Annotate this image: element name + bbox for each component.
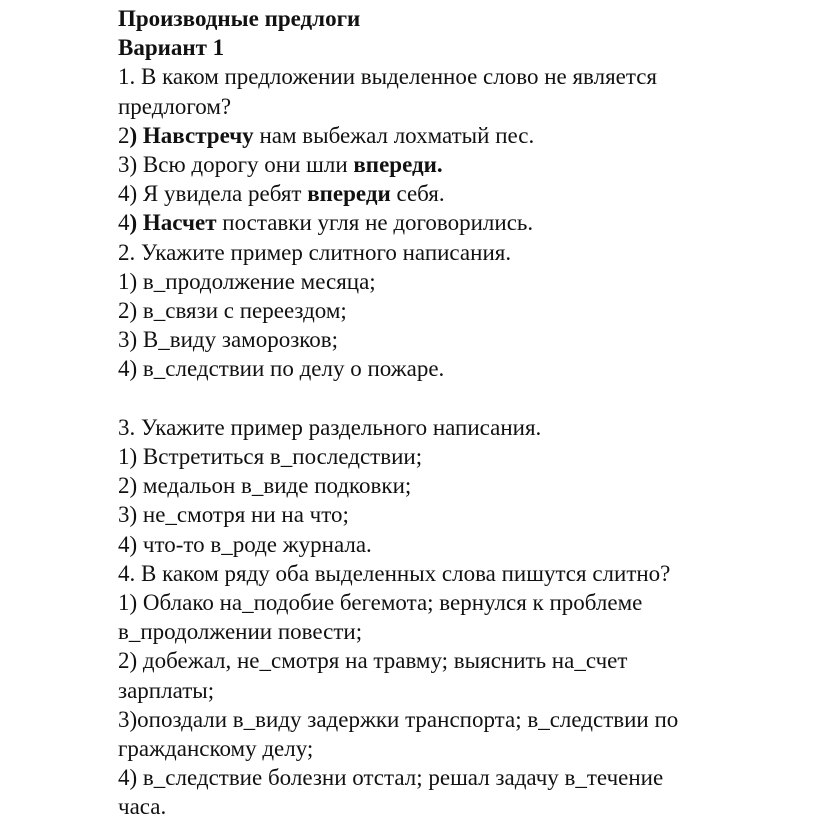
q1-option-4a [118,179,818,208]
q1-option-3 [118,150,818,179]
q1-option-4b [118,208,818,237]
q4-option-2-line-1: 2) добежал, не_смотря на травму; выяснить на_счет [118,648,628,674]
q1-question-line-2: предлогом? [118,93,232,119]
document-title: Производные предлоги [118,6,361,31]
q1-option-4a-end: себя. [390,181,445,207]
q4-option-3-line-1: 3)опоздали в_виду задержки транспорта; в_следствии по [118,706,679,732]
q2-option-2: 2) в_связи с переездом; [118,298,347,324]
q1-option-2-rest: нам выбежал лохматый пес. [253,122,535,148]
q4-option-4-line-2: часа. [118,794,167,820]
q3-option-2: 2) медальон в_виде подковки; [118,473,412,499]
q1-option-3-text: 3) Всю дорогу они шли [118,152,354,178]
q1-option-4a-text: 4) Я увидела ребят [118,181,308,207]
q1-option-2-number: 2 [118,122,130,148]
q1-question-line-1: 1. В каком предложении выделенное слово не является [118,64,657,90]
q4-option-1-line-2: в_продолжении повести; [118,619,363,645]
q4-question: 4. В каком ряду оба выделенных слова пишутся слитно? [118,560,671,586]
q4-option-2-line-2: зарплаты; [118,677,215,703]
q1-option-2-highlight: ) Навстречу [129,122,254,148]
q3-question: 3. Укажите пример раздельного написания. [118,414,542,440]
q1-option-4b-rest: поставки угля не договорились. [216,210,534,236]
q4-option-4-line-1: 4) в_следствие болезни отстал; решал задачу в_течение [118,765,664,791]
blank-line [118,384,818,413]
q1-option-4a-highlight: впереди [307,181,391,207]
q4-option-3-line-2: гражданскому делу; [118,736,314,762]
q3-option-3: 3) не_смотря ни на что; [118,502,349,528]
q2-option-1: 1) в_продолжение месяца; [118,268,376,294]
variant-heading: Вариант 1 [118,35,225,61]
q1-option-3-highlight: впереди. [353,152,443,178]
q3-option-4: 4) что-то в_роде журнала. [118,531,372,557]
q2-option-4: 4) в_следствии по делу о пожаре. [118,356,445,382]
q1-option-4b-number: 4 [118,210,130,236]
worksheet [118,4,818,822]
q1-option-2 [118,121,818,150]
q3-option-1: 1) Встретиться в_последствии; [118,444,423,470]
q4-option-1-line-1: 1) Облако на_подобие бегемота; вернулся к проблеме [118,590,643,616]
q2-question: 2. Укажите пример слитного написания. [118,239,512,265]
q1-option-4b-highlight: ) Насчет [129,210,217,236]
q2-option-3: 3) В_виду заморозков; [118,327,339,353]
